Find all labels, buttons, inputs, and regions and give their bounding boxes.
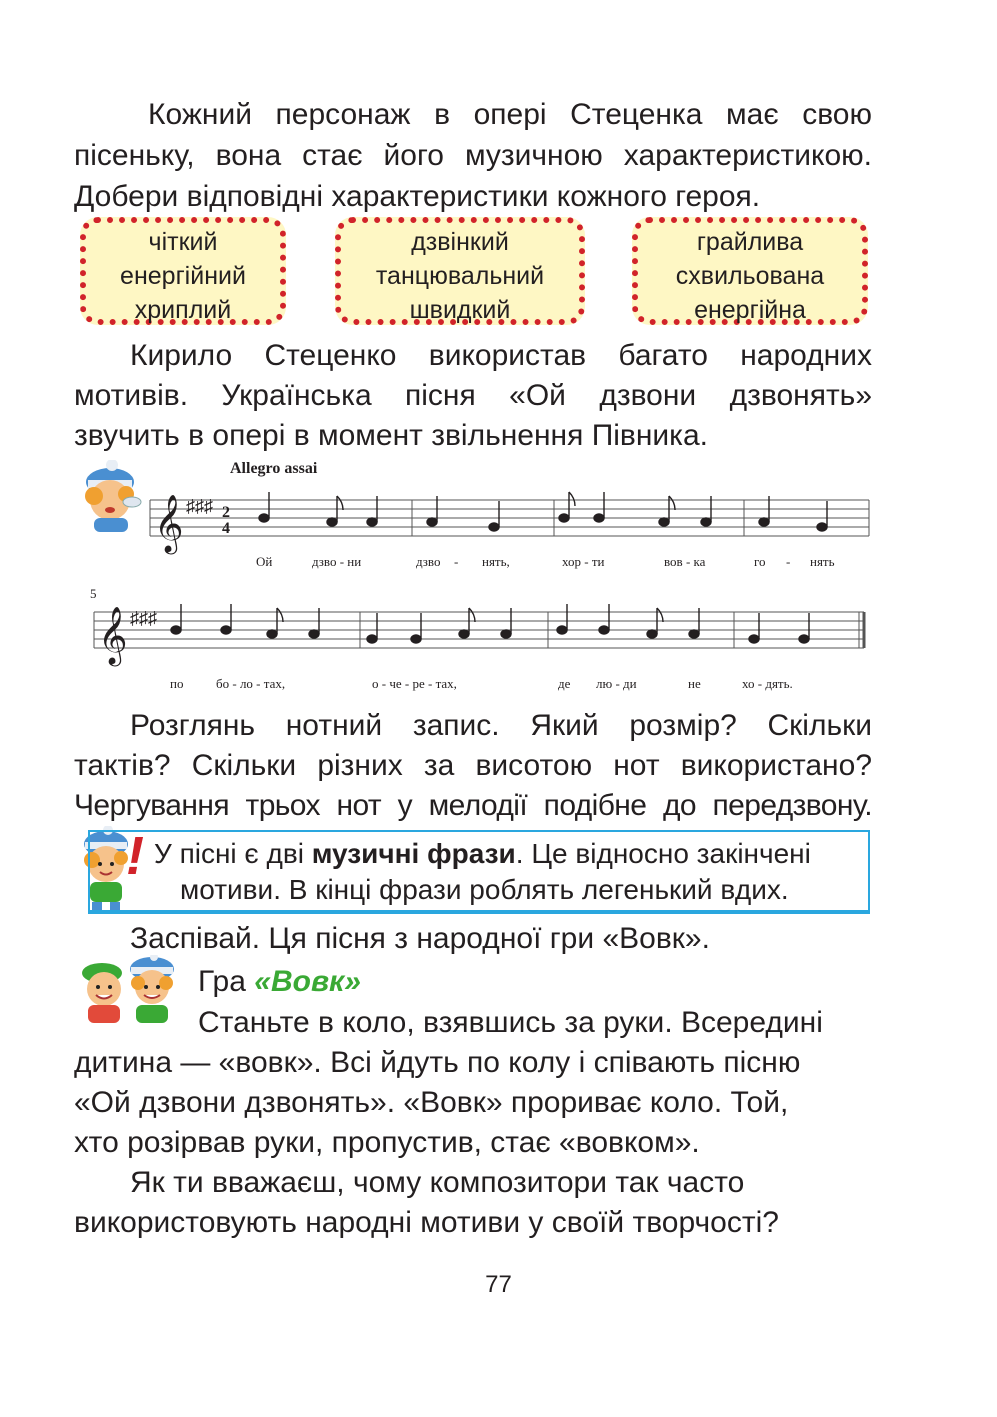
word: танцювальний (375, 262, 545, 290)
question-line-1: Як ти вважаєш, чому композитори так часто (130, 1166, 745, 1199)
game-prefix: Гра (198, 965, 255, 998)
game-line-1: Станьте в коло, взявшись за руки. Всередині (198, 1006, 823, 1039)
para2-line-3: звучить в опері в момент звільнення Півника. (74, 419, 708, 452)
word: хриплий (134, 296, 232, 324)
intro-line-3: Добери відповідні характеристики кожного героя. (74, 180, 761, 213)
word: дзвінкий (411, 228, 509, 256)
note-text: . Це відносно закінчені (515, 838, 811, 869)
lyric: о - че - ре - тах, (372, 676, 457, 691)
game-name: «Вовк» (254, 965, 361, 998)
para3-line-2: тактів? Скільки різних за висотою нот використано? (74, 749, 872, 782)
treble-clef-icon: 𝄞 (154, 494, 184, 552)
page-number: 77 (485, 1271, 512, 1298)
note-bold-term: музичні фрази (311, 838, 516, 869)
intro-line-2: пісеньку, вона стає його музичною характеристикою. (74, 139, 872, 172)
lyric: вов - ка (664, 554, 706, 569)
para2-line-1: Кирило Стеценко використав багато народних (130, 339, 872, 372)
lyric: го (754, 554, 766, 569)
lyric: нять, (482, 554, 510, 569)
lyric: - (786, 554, 791, 569)
characteristics-box-2 (335, 217, 585, 325)
characteristics-box-3 (632, 217, 868, 325)
time-sig-bottom: 4 (222, 520, 230, 537)
lyric: по (170, 676, 184, 691)
lyric: нять (810, 554, 835, 569)
lyric: хо - дять. (742, 676, 793, 691)
game-title (198, 962, 996, 1002)
tempo-marking: Allegro assai (230, 460, 318, 477)
lyric: Ой (256, 554, 273, 569)
lyric: дзво (416, 554, 441, 569)
word: чіткий (148, 228, 218, 256)
characteristics-box-1 (80, 217, 286, 325)
para2-line-2: мотивів. Українська пісня «Ой дзвони дзвонять» (74, 379, 872, 412)
two-kids-icon (74, 955, 190, 1027)
notes-line-2 (171, 604, 809, 643)
sing-instruction: Заспівай. Ця пісня з народної гри «Вовк». (130, 922, 710, 955)
measure-number: 5 (90, 586, 97, 601)
singing-kid-icon (85, 460, 141, 532)
staff-2 (94, 612, 864, 648)
word: грайлива (696, 228, 804, 256)
lyric: хор - ти (562, 554, 605, 569)
lyric: дзво - ни (312, 554, 362, 569)
lyric: - (454, 554, 459, 569)
word: енергійний (120, 262, 246, 290)
music-score (74, 460, 874, 695)
key-signature-icon: ♯♯♯ (186, 496, 213, 516)
para3-line-3: Чергування трьох нот у мелодії подібне до передзвону. (74, 789, 872, 822)
question-line-2: використовують народні мотиви у своїй творчості? (74, 1206, 779, 1239)
game-line-3: «Ой дзвони дзвонять». «Вовк» прориває коло. Той, (74, 1086, 789, 1119)
game-line-4: хто розірвав руки, пропустив, стає «вовком». (74, 1126, 700, 1159)
notes-line-1 (259, 492, 827, 531)
para3-line-1: Розглянь нотний запис. Який розмір? Скільки (130, 709, 872, 742)
game-line-2: дитина — «вовк». Всі йдуть по колу і співають пісню (74, 1046, 801, 1079)
time-sig-top: 2 (222, 504, 230, 521)
word: швидкий (409, 296, 511, 324)
note-text: У пісні є дві (154, 838, 312, 869)
lyric: не (688, 676, 701, 691)
lyric: лю - ди (596, 676, 637, 691)
lyric: бо - ло - тах, (216, 676, 286, 691)
word: схвильована (675, 262, 825, 290)
lyric: де (558, 676, 571, 691)
word: енергійна (694, 296, 806, 324)
intro-line-1: Кожний персонаж в опері Стеценка має свою (148, 98, 872, 131)
treble-clef-icon: 𝄞 (98, 606, 128, 664)
note-line-1 (154, 836, 811, 872)
note-line-2: мотиви. В кінці фрази роблять легенький вдих. (180, 874, 789, 905)
exclamation-icon: ! (126, 826, 144, 886)
key-signature-icon: ♯♯♯ (130, 608, 157, 628)
